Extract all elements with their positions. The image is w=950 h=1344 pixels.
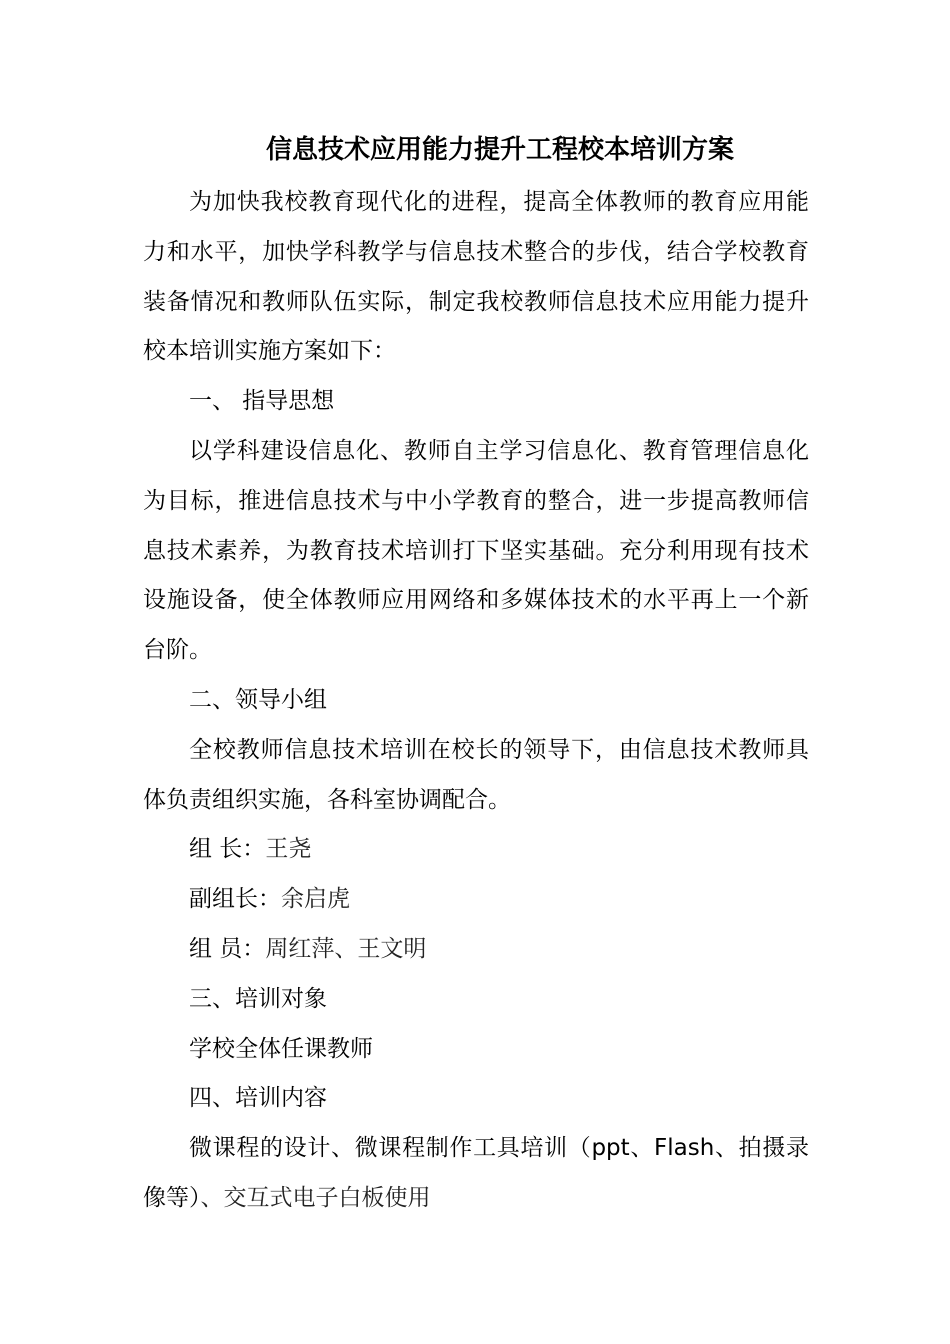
leader-label: 组 长： [189, 836, 266, 863]
section-heading-training-target: 三、培训对象 [189, 985, 327, 1012]
leader-line [143, 825, 809, 875]
document-body [143, 178, 809, 1224]
section-heading-leadership-group: 二、领导小组 [189, 686, 327, 713]
members-names: 周红萍、王文明 [265, 935, 427, 962]
members-line [143, 925, 809, 975]
leader-name: 王尧 [265, 836, 312, 863]
section-body-training-target: 学校全体任课教师 [189, 1035, 373, 1062]
members-label: 组 员： [189, 935, 266, 962]
section-body-leadership-group: 全校教师信息技术培训在校长的领导下，由信息技术教师具体负责组织实施，各科室协调配合。 [143, 736, 809, 813]
section-heading-training-content: 四、培训内容 [189, 1085, 327, 1112]
section-heading-guiding-ideology: 一、 指导思想 [189, 388, 335, 415]
training-content-main: 微课程的设计、微课程制作工具培训（ppt、Flash、拍摄录像等） [143, 1135, 809, 1211]
deputy-line [143, 875, 809, 925]
section-body-guiding-ideology: 以学科建设信息化、教师自主学习信息化、教育管理信息化为目标，推进信息技术与中小学教育的整合，进一步提高教师信息技术素养，为教育技术培训打下坚实基础。充分利用现有技术设施设备，使全体教师应用网络和多媒体技术的水平再上一个新台阶。 [143, 437, 809, 664]
deputy-name: 余启虎 [281, 886, 350, 913]
section-body-training-content [143, 1124, 809, 1224]
document-title: 信息技术应用能力提升工程校本培训方案 [265, 135, 734, 165]
training-content-tail: 、交互式电子白板使用 [200, 1184, 431, 1211]
deputy-label: 副组长： [189, 886, 281, 913]
intro-paragraph: 为加快我校教育现代化的进程，提高全体教师的教育应用能力和水平，加快学科教学与信息技术整合的步伐，结合学校教育装备情况和教师队伍实际，制定我校教师信息技术应用能力提升校本培训实施方案如下： [143, 189, 809, 365]
